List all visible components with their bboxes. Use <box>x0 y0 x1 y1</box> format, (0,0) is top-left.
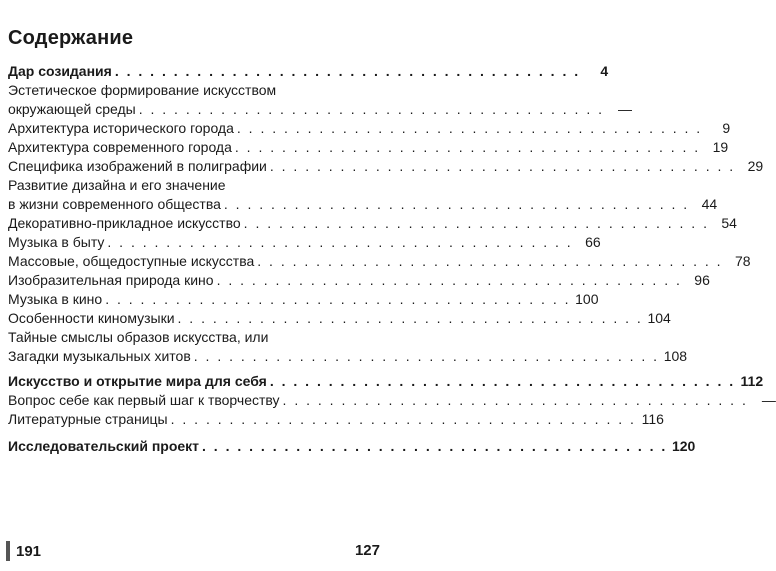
toc-page-number: 96 <box>694 272 710 288</box>
toc-dot-leader: . . . . . . . . . . . . . . . . . . . . . . . . . . . . . . . . . . . . . . . . <box>223 196 690 212</box>
toc-page-number: 108 <box>663 348 688 364</box>
toc-entry-line <box>8 347 688 366</box>
toc-entry-title: Литературные страницы <box>8 411 168 427</box>
toc-entry-title: окружающей среды <box>8 101 136 117</box>
left-page-number: 191 <box>16 542 42 560</box>
toc-dot-leader: . . . . . . . . . . . . . . . . . . . . . . . . . . . . . . . . . . . . . . . . <box>177 310 643 326</box>
toc-dot-leader: . . . . . . . . . . . . . . . . . . . . . . . . . . . . . . . . . . . . . . . . <box>269 373 736 389</box>
toc-entry <box>8 252 751 271</box>
toc-entry-line <box>8 372 764 391</box>
toc-page-number: 54 <box>721 215 737 231</box>
toc-page-number: 78 <box>734 253 751 269</box>
toc-entry-line <box>8 437 696 456</box>
toc-dot-leader: . . . . . . . . . . . . . . . . . . . . . . . . . . . . . . . . . . . . . . . . <box>236 120 703 136</box>
toc-dot-leader: . . . . . . . . . . . . . . . . . . . . . . . . . . . . . . . . . . . . . . . . <box>105 291 571 307</box>
toc-entry-line <box>8 214 737 233</box>
toc-entry-title: Тайные смыслы образов искусства, или <box>8 329 269 345</box>
toc-entry-title: Декоративно-прикладное искусство <box>8 215 241 231</box>
toc-entry-line <box>8 138 729 157</box>
toc-entry-title: Изобразительная природа кино <box>8 272 214 288</box>
toc-entry-title: в жизни современного общества <box>8 196 221 212</box>
toc-page-number: 100 <box>575 291 599 307</box>
toc-dot-leader: . . . . . . . . . . . . . . . . . . . . . . . . . . . . . . . . . . . . . . . . <box>170 411 636 427</box>
toc-entry <box>8 391 776 410</box>
toc-entry-line <box>8 309 671 328</box>
toc-entry-title: Эстетическое формирование искусством <box>8 82 277 98</box>
toc-entry-line <box>8 233 601 252</box>
toc-dot-leader: . . . . . . . . . . . . . . . . . . . . . . . . . . . . . . . . . . . . . . . . <box>216 272 682 288</box>
toc-entry <box>8 437 696 456</box>
toc-entry <box>8 410 664 429</box>
toc-dot-leader: . . . . . . . . . . . . . . . . . . . . . . . . . . . . . . . . . . . . . . . . <box>107 234 573 250</box>
toc-entry-title: Архитектура исторического города <box>8 120 234 136</box>
toc-dot-leader: . . . . . . . . . . . . . . . . . . . . . . . . . . . . . . . . . . . . . . . . <box>202 438 668 454</box>
toc-entry-line <box>8 100 632 119</box>
toc-page-number: 9 <box>722 120 731 136</box>
toc-entry-line <box>8 410 664 429</box>
toc-page-number: 116 <box>641 411 664 427</box>
toc-page-number: — <box>761 392 776 408</box>
toc-page-number: 104 <box>647 310 671 326</box>
toc-entry <box>8 81 632 119</box>
toc-entry-line <box>8 195 718 214</box>
toc-entry <box>8 233 601 252</box>
toc-entry-title: Архитектура современного города <box>8 139 232 155</box>
toc-entry <box>8 62 609 81</box>
toc-entry <box>8 138 729 157</box>
toc-entry-title: Специфика изображений в полиграфии <box>8 158 267 174</box>
toc-entry-line <box>8 81 380 100</box>
toc-entry-line <box>8 290 599 309</box>
toc-entry-title: Вопрос себе как первый шаг к творчеству <box>8 392 280 408</box>
toc-page-number: 44 <box>701 196 718 212</box>
toc-entry <box>8 309 671 328</box>
toc-page-number: 112 <box>740 373 764 389</box>
toc-entry-line <box>8 328 380 347</box>
toc-entry-title: Особенности киномузыки <box>8 310 175 326</box>
toc-dot-leader: . . . . . . . . . . . . . . . . . . . . . . . . . . . . . . . . . . . . . . . . <box>193 348 660 364</box>
footer-marker-bar <box>6 541 10 561</box>
toc-entry-title: Искусство и открытие мира для себя <box>8 373 267 389</box>
toc-dot-leader: . . . . . . . . . . . . . . . . . . . . . . . . . . . . . . . . . . . . . . . . <box>282 392 748 408</box>
toc-entry <box>8 328 688 366</box>
toc-entry-line <box>8 62 609 81</box>
toc-dot-leader: . . . . . . . . . . . . . . . . . . . . . . . . . . . . . . . . . . . . . . . . <box>257 253 723 269</box>
toc-entry <box>8 157 764 176</box>
toc-dot-leader: . . . . . . . . . . . . . . . . . . . . . . . . . . . . . . . . . . . . . . . . <box>243 215 709 231</box>
toc-entry-line <box>8 176 380 195</box>
toc-entry-title: Дар созидания <box>8 63 112 79</box>
toc-entry-line <box>8 157 764 176</box>
toc-entry-line <box>8 252 751 271</box>
toc-entry-title: Загадки музыкальных хитов <box>8 348 191 364</box>
table-of-contents <box>8 62 776 456</box>
toc-entry <box>8 271 710 290</box>
toc-dot-leader: . . . . . . . . . . . . . . . . . . . . . . . . . . . . . . . . . . . . . . . . <box>138 101 604 117</box>
toc-entry-title: Исследовательский проект <box>8 438 200 454</box>
toc-entry <box>8 372 764 391</box>
toc-entry-line <box>8 119 731 138</box>
toc-entry-title: Развитие дизайна и его значение <box>8 177 226 193</box>
toc-page-number: 29 <box>747 158 764 174</box>
toc-page-number: 4 <box>600 63 609 79</box>
toc-entry <box>8 214 737 233</box>
toc-entry-title: Музыка в быту <box>8 234 105 250</box>
page-title: Содержание <box>8 27 134 49</box>
toc-page-number: 120 <box>671 438 696 454</box>
toc-entry-line <box>8 391 776 410</box>
toc-entry-title: Музыка в кино <box>8 291 103 307</box>
footer-left <box>6 541 41 561</box>
toc-entry <box>8 176 718 214</box>
toc-dot-leader: . . . . . . . . . . . . . . . . . . . . . . . . . . . . . . . . . . . . . . . . <box>234 139 701 155</box>
toc-dot-leader: . . . . . . . . . . . . . . . . . . . . . . . . . . . . . . . . . . . . . . . . <box>269 158 736 174</box>
toc-page-number: 66 <box>585 234 601 250</box>
toc-page-number: — <box>618 101 632 117</box>
toc-page-number: 19 <box>712 139 729 155</box>
right-page-number: 127 <box>354 542 380 559</box>
toc-entry-title: Массовые, общедоступные искусства <box>8 253 255 269</box>
toc-entry <box>8 290 599 309</box>
toc-entry-line <box>8 271 710 290</box>
toc-entry <box>8 119 731 138</box>
toc-dot-leader: . . . . . . . . . . . . . . . . . . . . . . . . . . . . . . . . . . . . . . . . <box>114 63 581 79</box>
